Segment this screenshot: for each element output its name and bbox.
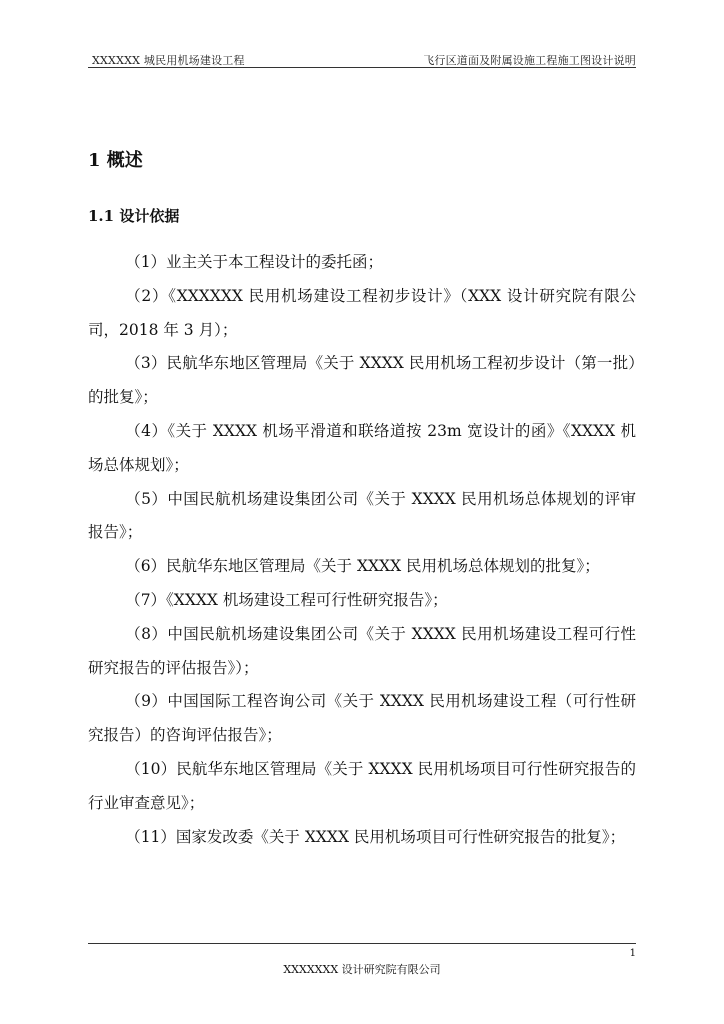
- basis-item-2: （2）《XXXXXX 民用机场建设工程初步设计》（XXX 设计研究院有限公司，2018 年 3 月）；: [88, 286, 636, 339]
- basis-item-6: （6）民航华东地区管理局《关于 XXXX 民用机场总体规划的批复》；: [125, 557, 600, 576]
- basis-item-9: （9）中国国际工程咨询公司《关于 XXXX 民用机场建设工程（可行性研究报告）的咨询评估报告》；: [88, 692, 636, 745]
- header-divider: [88, 67, 636, 68]
- footer-company-name: XXXXXXX 设计研究院有限公司: [283, 963, 441, 976]
- basis-item-7: （7）《XXXX 机场建设工程可行性研究报告》；: [125, 590, 448, 609]
- footer-divider: [88, 943, 636, 944]
- basis-item-1: （1）业主关于本工程设计的委托函；: [125, 253, 384, 271]
- header-document-title: 飞行区道面及附属设施工程施工图设计说明: [423, 54, 636, 67]
- basis-item-11: （11）国家发改委《关于 XXXX 民用机场项目可行性研究报告的批复》；: [125, 827, 626, 846]
- basis-item-10: （10）民航华东地区管理局《关于 XXXX 民用机场项目可行性研究报告的行业审查意见》；: [88, 759, 636, 812]
- basis-item-5: （5）中国民航机场建设集团公司《关于 XXXX 民用机场总体规划的评审报告》；: [88, 489, 636, 542]
- section-heading: 1 概述: [88, 150, 143, 171]
- basis-item-4: （4）《关于 XXXX 机场平滑道和联络道按 23m 宽设计的函》《XXXX 机场总体规划》；: [88, 421, 636, 474]
- header-project-name: XXXXXX 城民用机场建设工程: [92, 54, 245, 67]
- subsection-heading: 1.1 设计依据: [88, 207, 180, 225]
- page-number: 1: [629, 948, 636, 959]
- basis-item-8: （8）中国民航机场建设集团公司《关于 XXXX 民用机场建设工程可行性研究报告的评估报告》）；: [88, 624, 636, 677]
- design-basis-list: [88, 246, 636, 854]
- basis-item-3: （3）民航华东地区管理局《关于 XXXX 民用机场工程初步设计（第一批）的批复》；: [88, 354, 636, 407]
